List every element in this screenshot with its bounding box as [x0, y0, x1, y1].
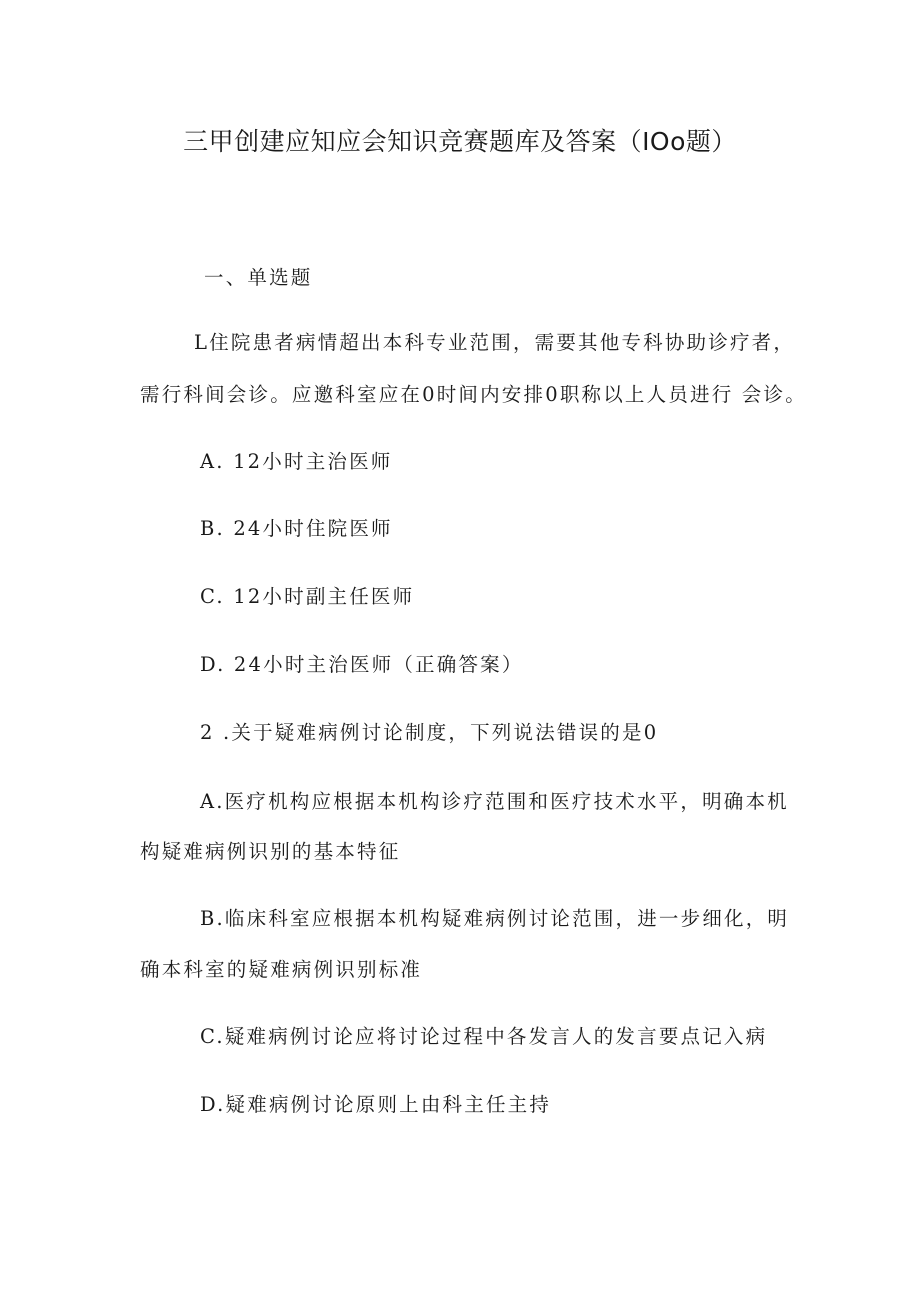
- question-1-stem-line-1: L住院患者病情超出本科专业范围，需要其他专科协助诊疗者，: [194, 331, 796, 354]
- question-2-option-a-line-2: 构疑难病例识别的基本特征: [140, 840, 401, 863]
- question-2-option-a-line-1: A.医疗机构应根据本机构诊疗范围和医疗技术水平，明确本机: [200, 790, 789, 813]
- question-1-option-a: A. 12小时主治医师: [200, 450, 393, 473]
- question-2-option-b-line-2: 确本科室的疑难病例识别标准: [140, 958, 423, 981]
- question-2-stem: 2 .关于疑难病例讨论制度，下列说法错误的是0: [200, 721, 659, 744]
- question-1-option-c: C. 12小时副主任医师: [200, 585, 415, 608]
- question-1-option-d-correct: D. 24小时主治医师（正确答案）: [200, 653, 524, 676]
- question-1-stem-line-2: 需行科间会诊。应邀科室应在0时间内安排0职称以上人员进行 会诊。: [140, 383, 807, 406]
- question-2-option-c: C.疑难病例讨论应将讨论过程中各发言人的发言要点记入病: [200, 1025, 768, 1048]
- document-title: 三甲创建应知应会知识竞赛题库及答案（IOo题）: [183, 127, 737, 156]
- section-heading: 一、单选题: [204, 266, 313, 289]
- question-1-option-b: B. 24小时住院医师: [200, 517, 393, 540]
- question-2-option-b-line-1: B.临床科室应根据本机构疑难病例讨论范围，进一步细化，明: [200, 907, 790, 930]
- question-2-option-d: D.疑难病例讨论原则上由科主任主持: [200, 1093, 552, 1116]
